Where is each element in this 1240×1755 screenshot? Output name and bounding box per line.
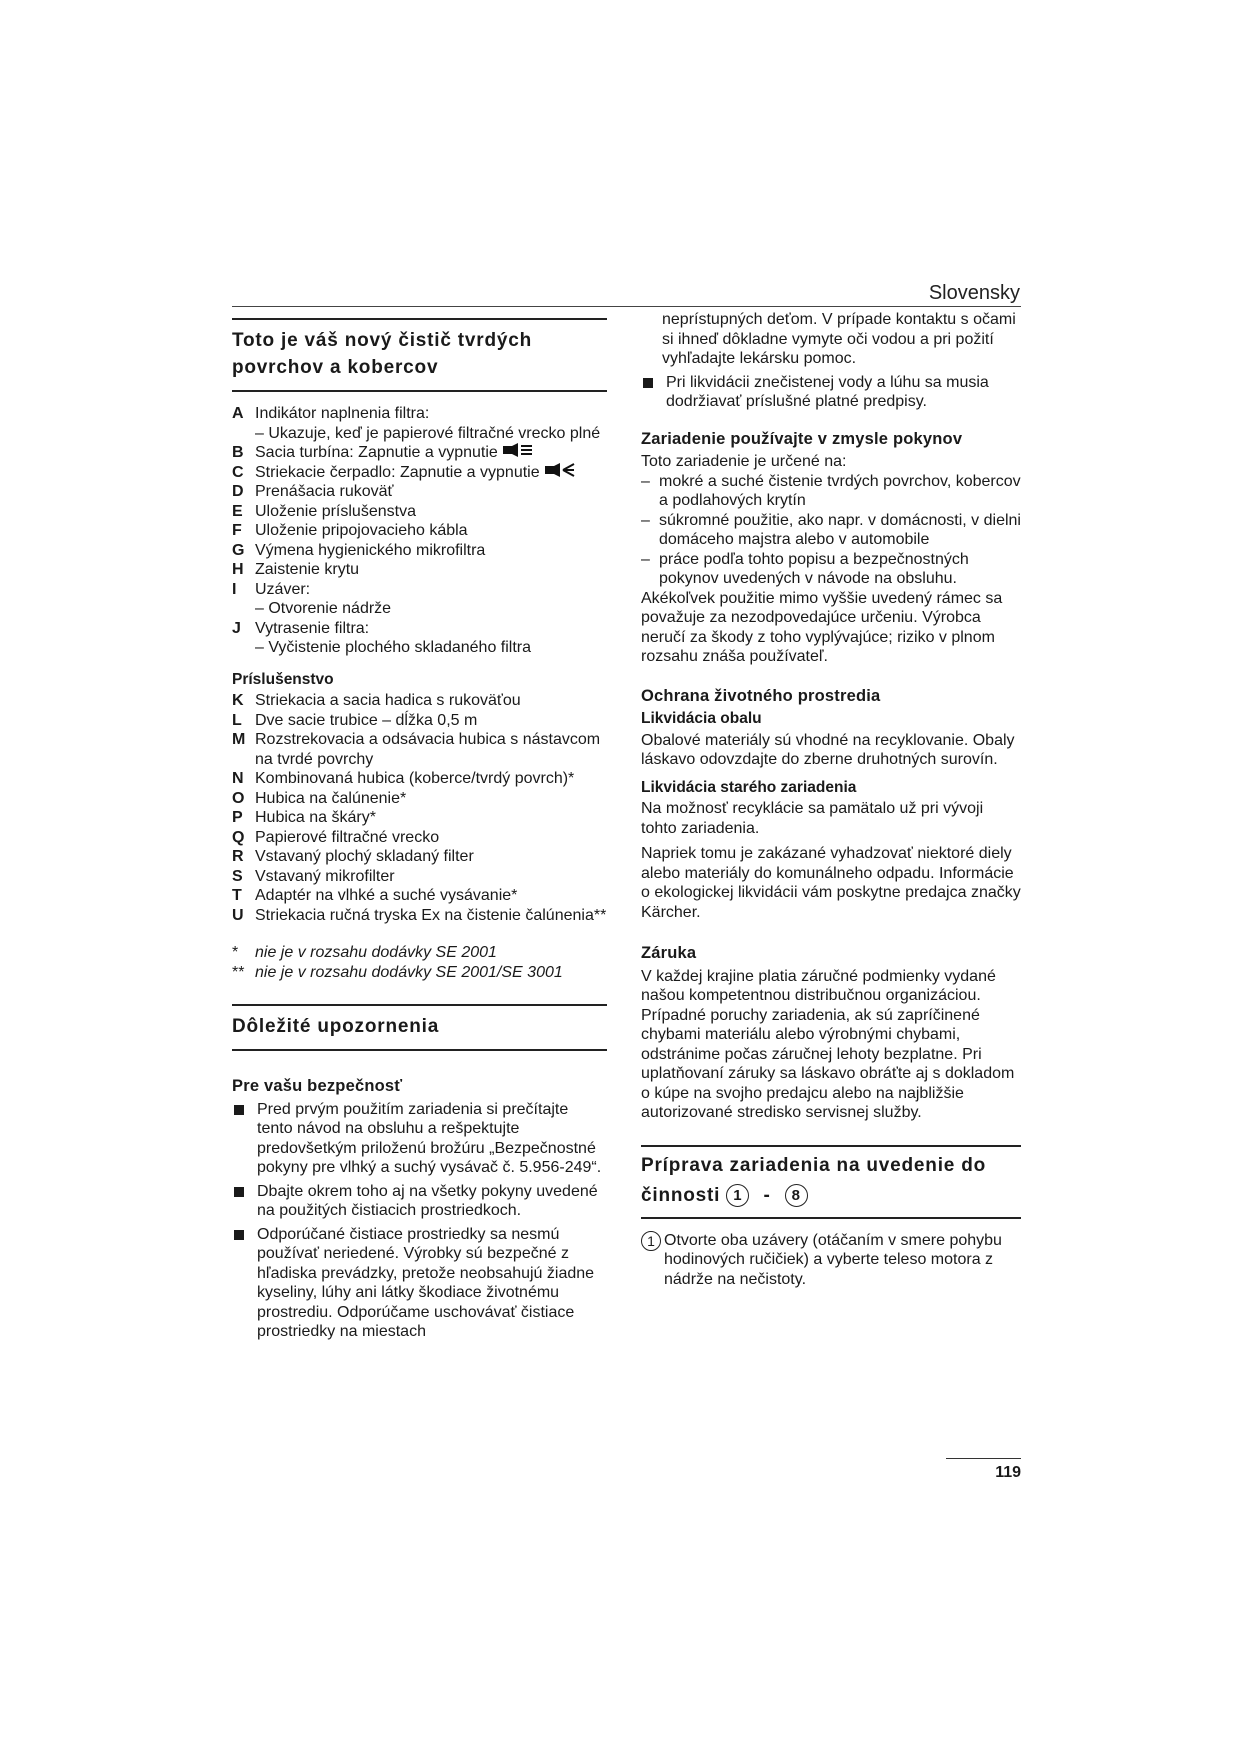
item-text — [255, 867, 395, 887]
section-title-preparation — [641, 1145, 1021, 1219]
footnote — [232, 963, 607, 983]
item-key: N — [232, 770, 244, 788]
item-key: G — [232, 541, 245, 559]
item-key: I — [232, 580, 237, 598]
old-device-title: Likvidácia starého zariadenia — [641, 778, 857, 796]
item-key: O — [232, 789, 245, 807]
dash-marker: – — [641, 472, 650, 490]
step-number: 1 — [641, 1231, 661, 1251]
item-label: Rozstrekovacia a odsávacia hubica s nástavcom na tvrdé povrchy — [255, 731, 601, 768]
list-item — [232, 828, 607, 848]
list-item — [232, 482, 607, 502]
item-text — [255, 808, 376, 828]
list-item — [232, 847, 607, 867]
footnote-mark: ** — [232, 963, 245, 981]
accessories-title: Príslušenstvo — [232, 670, 334, 688]
warranty-text: V každej krajine platia záručné podmienky vydané našou kompetentnou distribučnou organizáciou. Prípadné poruchy zariadenia, ak sú zapríčinené chybami materiálu alebo výrobnými chybami, odstránime počas záručnej lehoty bezplatne. Pri uplatňovaní záruky sa láskavo obráťte aj s dokladom o kúpe na svojho predajcu alebo na najbližšie autorizované stredisko servisnej služby. — [641, 967, 1015, 1121]
item-text — [255, 482, 394, 502]
parts-list — [232, 404, 607, 658]
item-key: M — [232, 731, 246, 749]
range-dash: - — [763, 1184, 771, 1206]
item-label: Hubica na škáry* — [255, 809, 376, 827]
item-key: H — [232, 561, 244, 579]
item-key: T — [232, 887, 242, 905]
item-label: Papierové filtračné vrecko — [255, 828, 440, 846]
item-key: L — [232, 711, 242, 729]
list-item — [232, 808, 607, 828]
item-text — [255, 560, 359, 580]
item-label: Zaistenie krytu — [255, 561, 360, 579]
list-item — [641, 511, 1021, 550]
safety-list — [232, 1100, 607, 1342]
item-key: R — [232, 848, 244, 866]
old-device-text-1: Na možnosť recyklácie sa pamätalo už pri vývoji tohto zariadenia. — [641, 800, 984, 837]
item-key: P — [232, 809, 243, 827]
use-list — [641, 472, 1021, 589]
list-item — [232, 730, 607, 769]
disposal-bullet-text: Pri likvidácii znečistenej vody a lúhu sa musia dodržiavať príslušné platné predpisy. — [666, 373, 989, 410]
packaging-text: Obalové materiály sú vhodné na recyklovanie. Obaly láskavo odovzdajte do zberne druhotných surovín. — [641, 731, 1015, 768]
safety-text: Odporúčané čistiace prostriedky sa nesmú používať neriedené. Výrobky sú bezpečné z hľadiska prevádzky, pretože neobsahujú žiadne kyseliny, lúhy ani látky škodiace životnému prostrediu. Odporúčame uschovávať čistiace prostriedky na miestach — [257, 1225, 595, 1341]
list-item — [232, 1225, 607, 1342]
use-title: Zariadenie používajte v zmysle pokynov — [641, 429, 963, 448]
list-item — [641, 472, 1021, 511]
item-label: Hubica na čalúnenie* — [255, 789, 407, 807]
list-item — [232, 443, 607, 463]
list-item — [232, 789, 607, 809]
item-label: Dve sacie trubice – dĺžka 0,5 m — [255, 711, 478, 729]
use-item-text: práce podľa tohto popisu a bezpečnostných pokynov uvedených v návode na obsluhu. — [659, 550, 969, 587]
item-label: Vytrasenie filtra: — [255, 619, 370, 637]
item-text — [255, 847, 474, 867]
footnotes — [232, 943, 607, 982]
list-item — [232, 560, 607, 580]
list-item — [232, 541, 607, 561]
continued-text: neprístupných deťom. V prípade kontaktu s očami si ihneď dôkladne vymyte oči vodou a pri požití vyhľadajte lekársku pomoc. — [662, 311, 1016, 367]
suction-turbine-icon — [503, 443, 533, 463]
page-number: 119 — [946, 1458, 1021, 1482]
item-label: Uzáver: — [255, 580, 311, 598]
list-item — [232, 463, 607, 483]
footnote-text: nie je v rozsahu dodávky SE 2001/SE 3001 — [255, 963, 563, 981]
item-text — [255, 886, 517, 906]
list-item — [641, 550, 1021, 589]
accessories-list — [232, 691, 607, 925]
list-item — [232, 886, 607, 906]
item-key: S — [232, 867, 243, 885]
item-text — [255, 730, 607, 769]
use-intro: Toto zariadenie je určené na: — [641, 453, 847, 470]
preparation-title-text: Príprava zariadenia na uvedenie do činnosti — [641, 1154, 987, 1206]
item-text — [255, 443, 533, 463]
section-title-important: Dôležité upozornenia — [232, 1004, 607, 1051]
item-key: F — [232, 522, 242, 540]
item-text — [255, 404, 429, 424]
footnote-mark: * — [232, 944, 239, 962]
list-item-sub: – Otvorenie nádrže — [255, 600, 392, 618]
list-item — [232, 906, 607, 926]
item-label: Výmena hygienického mikrofiltra — [255, 541, 486, 559]
item-text — [255, 711, 477, 731]
list-item — [232, 521, 607, 541]
item-text — [255, 502, 416, 522]
item-label: Prenášacia rukoväť — [255, 483, 394, 501]
left-column — [232, 314, 607, 1346]
list-item — [232, 867, 607, 887]
dash-marker: – — [641, 550, 650, 568]
bullet-square-icon — [643, 378, 653, 388]
step-1 — [641, 1231, 1021, 1290]
item-key: U — [232, 906, 244, 924]
env-title: Ochrana životného prostredia — [641, 686, 881, 705]
warranty-title: Záruka — [641, 944, 697, 962]
item-text — [255, 906, 606, 926]
item-label: Sacia turbína: Zapnutie a vypnutie — [255, 444, 498, 461]
list-item — [232, 1100, 607, 1178]
item-key: B — [232, 444, 244, 461]
item-text — [255, 619, 369, 639]
safety-text: Pred prvým použitím zariadenia si prečítajte tento návod na obsluhu a rešpektujte predovšetkým priloženú brožúru „Bezpečnostné pokyny pre vlhký a suchý vysávač č. 5.956-249“. — [257, 1100, 602, 1177]
step-ref-1: 1 — [726, 1184, 749, 1207]
item-key: C — [232, 463, 244, 481]
header-rule — [232, 306, 1021, 307]
section-title-new-cleaner: Toto je váš nový čistič tvrdých povrchov a kobercov — [232, 318, 607, 392]
item-label: Striekacia ručná tryska Ex na čistenie čalúnenia** — [255, 906, 607, 924]
right-column — [641, 311, 1021, 1289]
item-text — [255, 463, 575, 483]
safety-title: Pre vašu bezpečnosť — [232, 1077, 403, 1096]
item-text — [255, 580, 310, 600]
item-label: Vstavaný plochý skladaný filter — [255, 848, 474, 866]
item-key: A — [232, 405, 244, 422]
item-key: D — [232, 483, 244, 501]
step-text: Otvorte oba uzávery (otáčaním v smere pohybu hodinových ručičiek) a vyberte teleso motora z nádrže na nečistoty. — [664, 1231, 1002, 1288]
footnote-text: nie je v rozsahu dodávky SE 2001 — [255, 944, 497, 962]
item-label: Striekacie čerpadlo: Zapnutie a vypnutie — [255, 463, 540, 481]
footnote — [232, 943, 607, 963]
list-item — [232, 691, 607, 711]
item-label: Indikátor naplnenia filtra: — [255, 405, 430, 422]
item-label: Uloženie príslušenstva — [255, 502, 416, 520]
bullet-square-icon — [234, 1105, 244, 1115]
use-item-text: súkromné použitie, ako napr. v domácnosti, v dielni domáceho majstra alebo v automobile — [659, 511, 1021, 548]
item-text — [255, 541, 485, 561]
item-key: K — [232, 692, 244, 710]
list-item — [232, 580, 607, 600]
item-key: Q — [232, 828, 245, 846]
list-item — [232, 1182, 607, 1221]
item-text — [255, 769, 574, 789]
language-label: Slovensky — [928, 282, 1020, 304]
list-item — [232, 502, 607, 522]
list-item-sub: – Vyčistenie plochého skladaného filtra — [255, 639, 532, 657]
item-label: Uloženie pripojovacieho kábla — [255, 522, 468, 540]
item-label: Vstavaný mikrofilter — [255, 867, 395, 885]
item-label: Adaptér na vlhké a suché vysávanie* — [255, 887, 518, 905]
spray-pump-icon — [545, 463, 575, 483]
old-device-text-2: Napriek tomu je zakázané vyhadzovať niektoré diely alebo materiály do komunálneho odpadu. Informácie o ekologickej likvidácii vám poskytne predajca značky Kärcher. — [641, 845, 1021, 921]
item-text — [255, 828, 439, 848]
item-label: Kombinovaná hubica (koberce/tvrdý povrch)* — [255, 770, 575, 788]
step-ref-8: 8 — [785, 1184, 808, 1207]
list-item-sub: – Ukazuje, keď je papierové filtračné vrecko plné — [255, 424, 601, 442]
item-text — [255, 789, 406, 809]
use-item-text: mokré a suché čistenie tvrdých povrchov, kobercov a podlahových krytín — [659, 472, 1021, 509]
item-label: Striekacia a sacia hadica s rukoväťou — [255, 692, 521, 710]
list-item — [232, 619, 607, 639]
packaging-title: Likvidácia obalu — [641, 710, 762, 727]
list-item — [641, 373, 1021, 412]
bullet-square-icon — [234, 1230, 244, 1240]
item-text — [255, 521, 468, 541]
list-item — [232, 404, 607, 424]
bullet-square-icon — [234, 1187, 244, 1197]
safety-text: Dbajte okrem toho aj na všetky pokyny uvedené na použitých čistiacich prostriedkoch. — [257, 1182, 598, 1220]
dash-marker: – — [641, 511, 650, 529]
item-text — [255, 691, 521, 711]
item-key: J — [232, 619, 241, 637]
list-item — [232, 711, 607, 731]
list-item — [232, 769, 607, 789]
item-key: E — [232, 502, 243, 520]
use-text: Akékoľvek použitie mimo vyššie uvedený rámec sa považuje za nezodpovedajúce určeniu. Výrobca neručí za škody z toho vyplývajúce; riziko v plnom rozsahu znáša používateľ. — [641, 589, 1003, 665]
